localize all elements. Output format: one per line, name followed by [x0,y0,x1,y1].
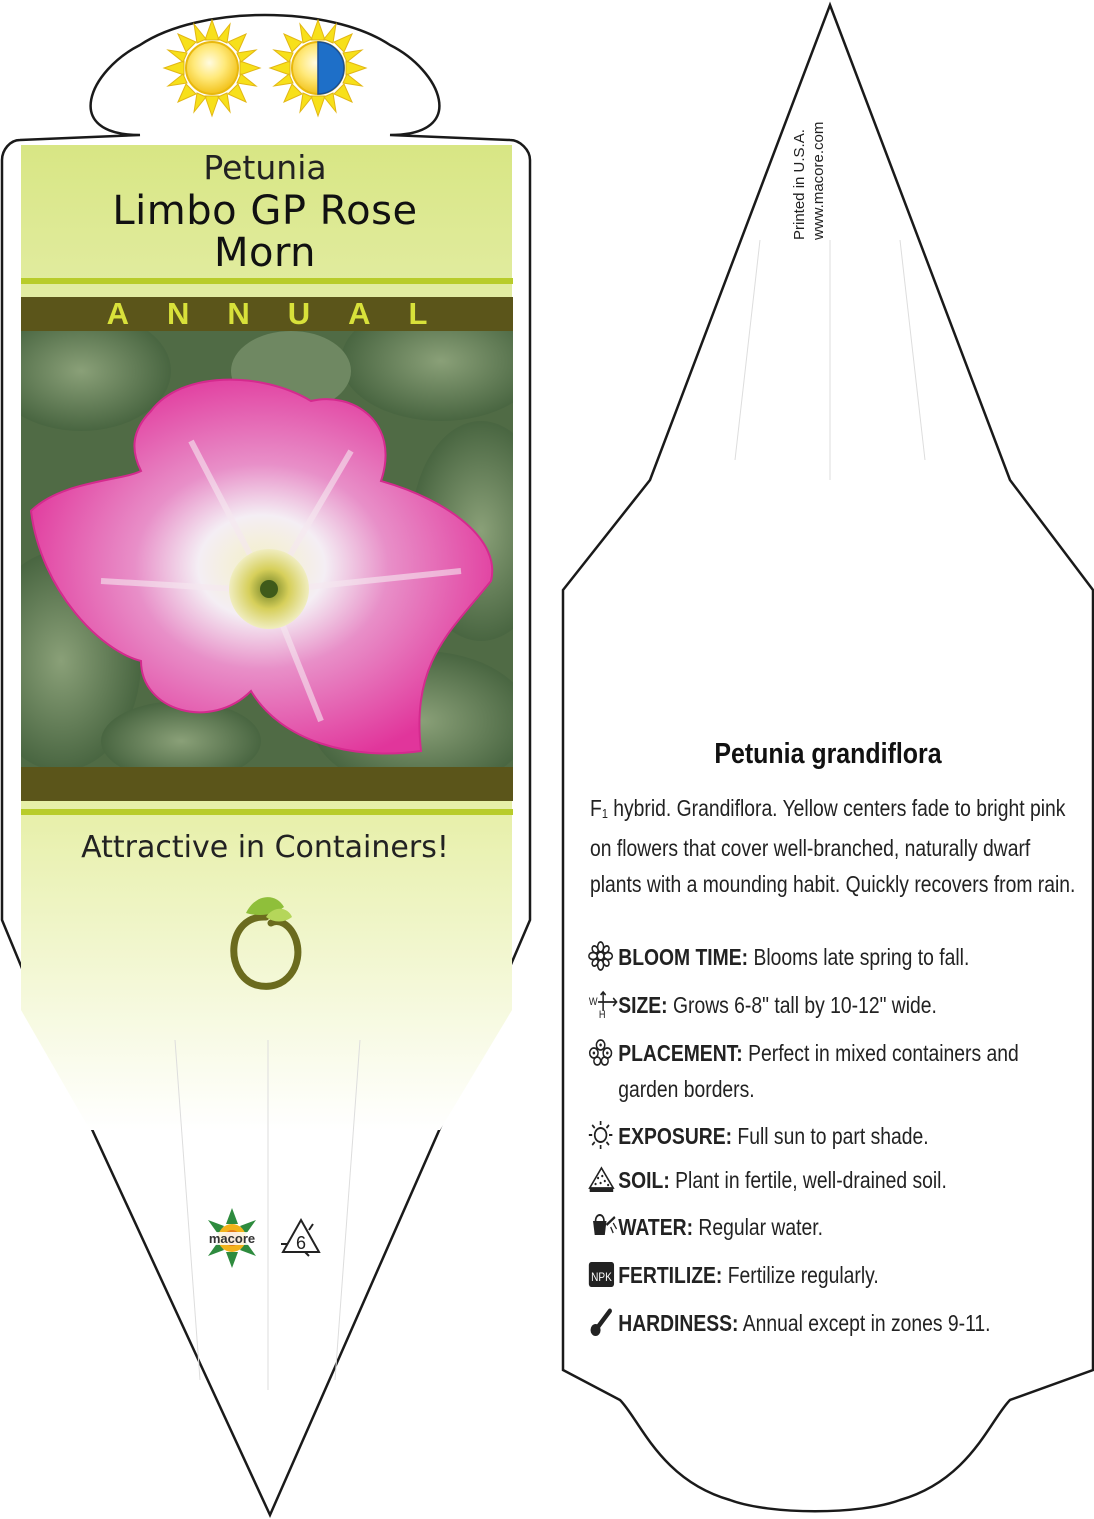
attr-value: Grows 6-8" tall by 10-12" wide. [672,992,937,1018]
scientific-name: Petunia grandiflora [714,738,942,770]
attr-label: WATER: [618,1214,694,1240]
description-sub: 1 [601,806,608,821]
attr-label: SOIL: [618,1167,670,1193]
attr-value: Plant in fertile, well-drained soil. [675,1167,947,1193]
attr-hardiness [588,1305,1088,1341]
attr-value: Regular water. [698,1214,823,1240]
attr-label: SIZE: [618,992,668,1018]
npk-icon [588,1259,618,1289]
attr-fertilize [588,1257,1088,1293]
size-icon [588,989,618,1019]
attr-label: HARDINESS: [618,1310,739,1336]
printer-info [790,70,850,240]
genus-name: Petunia [203,148,327,187]
part-sun-icon [270,20,366,116]
svg-text:NPK: NPK [591,1271,612,1285]
bottom-band [21,767,513,801]
cultivar-name [30,190,500,274]
tagline: Attractive in Containers! [81,830,449,865]
attr-value: Annual except in zones 9-11. [742,1310,991,1336]
attr-placement [588,1035,1088,1107]
description [590,790,1090,902]
attr-label: PLACEMENT: [618,1040,743,1066]
svg-text:H: H [598,1009,606,1019]
attr-label: FERTILIZE: [618,1262,723,1288]
svg-text:W: W [588,996,598,1009]
plant-type: ANNUAL [106,296,466,331]
attr-value: Fertilize regularly. [727,1262,879,1288]
thermometer-icon [588,1307,618,1337]
attr-water [588,1209,1088,1245]
attr-value: Full sun to part shade. [737,1123,929,1149]
website: www.macore.com [810,121,827,240]
cultivar-line-2: Morn [213,230,317,276]
attr-soil [588,1162,1088,1198]
sun-icon [588,1120,618,1150]
attr-value: Perfect in mixed containers and garden borders. [618,1040,1019,1102]
attr-size [588,987,1088,1023]
cultivar-line-1: Limbo GP Rose [112,188,418,234]
full-sun-icon [164,20,260,116]
printed-in: Printed in U.S.A. [791,129,808,240]
svg-text:macore: macore [208,1231,256,1246]
description-text: hybrid. Grandiflora. Yellow centers fade to bright pink on flowers that cover well-branched, naturally dwarf plants with a mounding habit. Quickly recovers from rain. [590,795,1076,897]
description-prefix: F [590,795,602,821]
recycle-number: 6 [295,1233,307,1253]
attr-exposure [588,1118,1088,1154]
plant-type-band [21,297,513,331]
flower-photo [21,331,513,767]
flower-icon [588,941,618,971]
attr-value: Blooms late spring to fall. [753,944,970,970]
attr-label: BLOOM TIME: [618,944,749,970]
attr-label: EXPOSURE: [618,1123,733,1149]
placement-icon [588,1037,618,1067]
attr-bloom-time [588,939,1088,975]
watering-can-icon [588,1211,618,1241]
soil-icon [588,1164,618,1194]
